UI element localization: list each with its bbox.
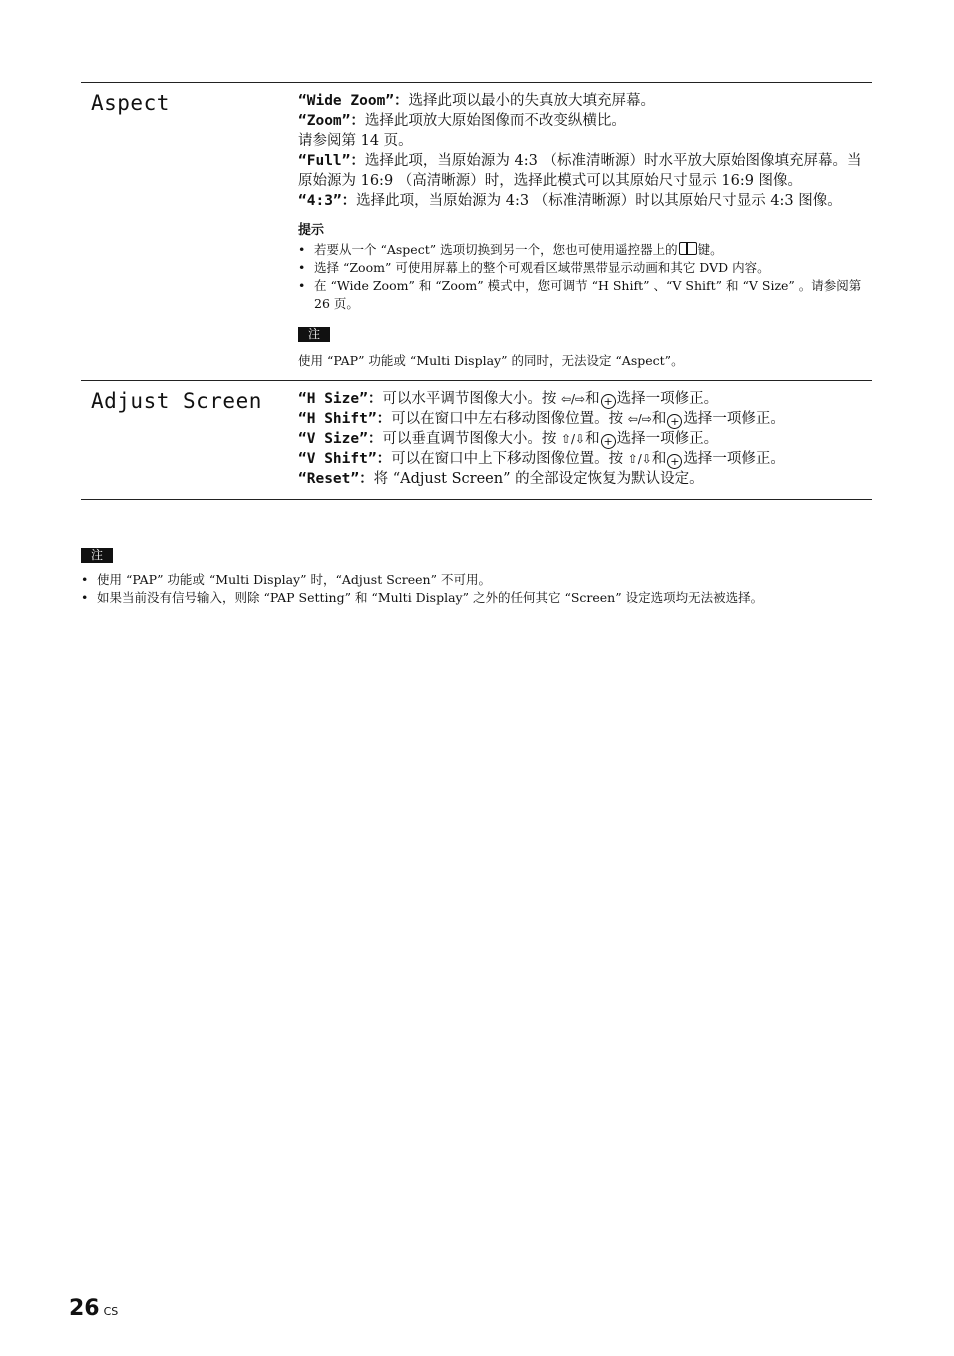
footnote-item: • 如果当前没有信号输入，则除 “PAP Setting” 和 “Multi Display” 之外的任何其它 “Screen” 设定选项均无法被选择。	[81, 589, 872, 607]
settings-table	[81, 82, 872, 500]
def-text: 和	[651, 411, 667, 427]
ratio-def	[298, 191, 872, 211]
full-term: “Full”：	[298, 153, 365, 169]
h-size-term: “H Size”：	[298, 391, 383, 407]
enter-circle-icon: +	[667, 414, 682, 429]
reset-def	[298, 469, 872, 489]
hint-list	[298, 241, 872, 313]
enter-circle-icon: +	[601, 394, 616, 409]
def-text: 和	[585, 391, 600, 407]
def-text: 可以在窗口中左右移动图像位置。按	[391, 411, 624, 427]
reset-term: “Reset”：	[298, 471, 374, 487]
def-text: 选择一项修正。	[616, 391, 719, 407]
wide-zoom-def	[298, 91, 872, 111]
reset-text: 将 “Adjust Screen” 的全部设定恢复为默认设定。	[373, 471, 704, 487]
zoom-def	[298, 111, 872, 131]
aspect-row	[81, 82, 872, 380]
hint-heading: 提示	[298, 223, 325, 238]
wide-mode-remote-icon	[679, 242, 697, 255]
v-shift-term: “V Shift”：	[298, 451, 392, 467]
full-text: 选择此项，当原始源为 4:3 （标准清晰源）时水平放大原始图像填充屏幕。当原始源为 16:9 （高清晰源）时，选择此模式可以其原始尺寸显示 16:9 图像。	[298, 153, 862, 189]
zoom-text: 选择此项放大原始图像而不改变纵横比。	[364, 113, 626, 129]
aspect-label: Aspect	[91, 91, 170, 115]
hint-text: 键。	[697, 242, 723, 257]
def-text: 选择一项修正。	[616, 431, 719, 447]
def-text: 可以垂直调节图像大小。按	[382, 431, 557, 447]
aspect-description	[289, 83, 872, 380]
adjust-screen-row	[81, 380, 872, 500]
h-size-def	[298, 389, 872, 409]
footnote-list	[81, 571, 872, 607]
enter-circle-icon: +	[601, 434, 616, 449]
def-text: 可以水平调节图像大小。按	[382, 391, 557, 407]
zoom-page-ref: 请参阅第 14 页。	[298, 133, 413, 149]
h-shift-def	[298, 409, 872, 429]
def-text: 和	[585, 431, 600, 447]
page-language-code: CS	[103, 1305, 119, 1318]
def-text: 可以在窗口中上下移动图像位置。按	[391, 451, 624, 467]
left-right-arrow-icon: ⇦/⇨	[560, 392, 586, 406]
left-right-arrow-icon: ⇦/⇨	[627, 412, 652, 426]
h-shift-term: “H Shift”：	[298, 411, 392, 427]
note-text: 使用 “PAP” 功能或 “Multi Display” 的同时，无法设定 “Aspect”。	[298, 353, 684, 368]
up-down-arrow-icon: ⇧/⇩	[560, 432, 586, 446]
def-text: 和	[651, 451, 667, 467]
footnote-item: • 使用 “PAP” 功能或 “Multi Display” 时，“Adjust Screen” 不可用。	[81, 571, 872, 589]
wide-zoom-text: 选择此项以最小的失真放大填充屏幕。	[408, 93, 656, 109]
hint-item	[298, 241, 872, 259]
adjust-screen-label: Adjust Screen	[91, 389, 262, 413]
hint-item: • 在 “Wide Zoom” 和 “Zoom” 模式中，您可调节 “H Shift” 、“V Shift” 和 “V Size” 。请参阅第 26 页。	[298, 277, 872, 313]
footnote-section	[81, 544, 872, 607]
footnote-badge: 注	[81, 548, 113, 563]
ratio-text: 选择此项，当原始源为 4:3 （标准清晰源）时以其原始尺寸显示 4:3 图像。	[356, 193, 842, 209]
v-shift-def	[298, 449, 872, 469]
up-down-arrow-icon: ⇧/⇩	[627, 452, 652, 466]
def-text: 选择一项修正。	[683, 451, 785, 467]
wide-zoom-term: “Wide Zoom”：	[298, 93, 409, 109]
full-def	[298, 151, 872, 191]
hint-item: • 选择 “Zoom” 可使用屏幕上的整个可观看区域带黑带显示动画和其它 DVD 内容。	[298, 259, 872, 277]
zoom-term: “Zoom”：	[298, 113, 365, 129]
v-size-def	[298, 429, 872, 449]
ratio-term: “4:3”：	[298, 193, 357, 209]
page-number	[69, 1296, 118, 1321]
v-size-term: “V Size”：	[298, 431, 383, 447]
adjust-screen-description	[289, 381, 872, 499]
enter-circle-icon: +	[667, 454, 682, 469]
hint-text: 若要从一个 “Aspect” 选项切换到另一个，您也可使用遥控器上的	[314, 242, 678, 257]
page-number-value: 26	[69, 1296, 100, 1321]
def-text: 选择一项修正。	[683, 411, 785, 427]
note-badge: 注	[298, 327, 330, 342]
